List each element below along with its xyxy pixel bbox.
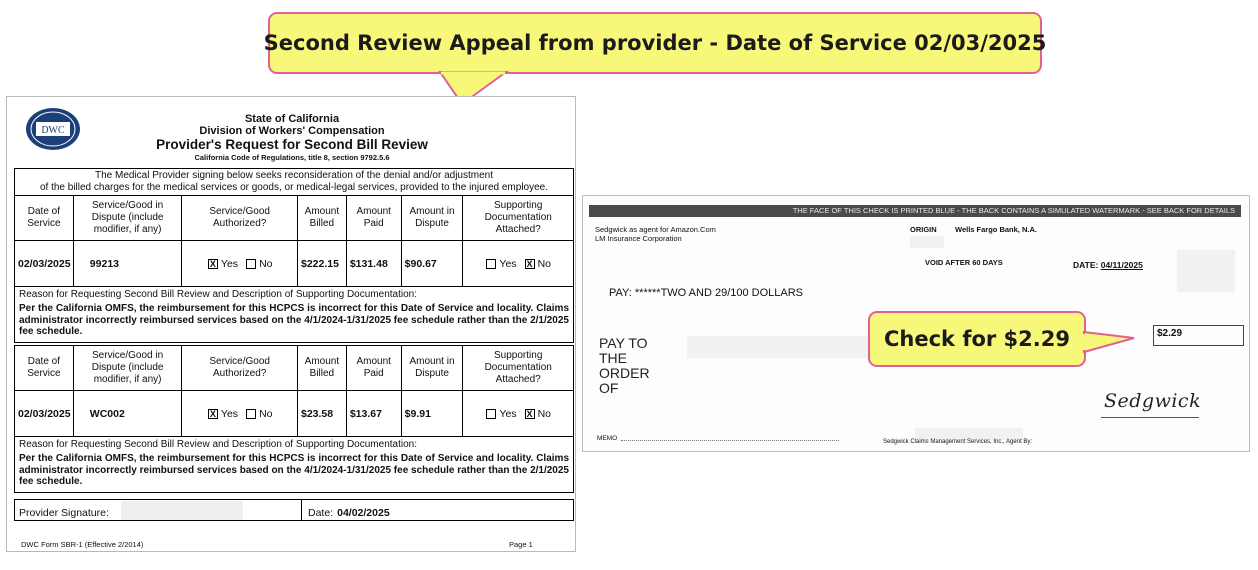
form-footer-id: DWC Form SBR-1 (Effective 2/2014) xyxy=(21,540,144,549)
amount-in-dispute-value: $9.91 xyxy=(402,391,464,436)
authorized-checkboxes: X Yes No xyxy=(182,241,298,286)
authorized-yes-checkbox[interactable]: X xyxy=(209,408,216,419)
amount-in-dispute-value: $90.67 xyxy=(402,241,464,286)
col-service-in-dispute: Service/Good in Dispute (include modifier, if any) xyxy=(74,346,183,390)
col-date-of-service: Date of Service xyxy=(15,346,74,390)
redacted-payee xyxy=(687,336,873,358)
docs-no-checkbox[interactable]: X xyxy=(526,408,533,419)
callout-tail xyxy=(1084,328,1144,358)
memo-line xyxy=(621,440,839,441)
col-service-in-dispute: Service/Good in Dispute (include modifier, if any) xyxy=(74,196,183,240)
check-amount: $2.29 xyxy=(1153,325,1244,346)
signature-row xyxy=(14,499,574,521)
date-value: 04/02/2025 xyxy=(337,507,390,519)
col-supporting-docs: Supporting Documentation Attached? xyxy=(484,200,552,235)
column-header-row xyxy=(15,196,573,241)
col-amount-in-dispute: Amount in Dispute xyxy=(402,346,464,390)
check-amount-callout xyxy=(868,311,1086,367)
col-amount-billed: Amount Billed xyxy=(298,346,347,390)
col-amount-in-dispute: Amount in Dispute xyxy=(402,196,464,240)
dispute-entry-2 xyxy=(14,345,574,493)
col-amount-paid: Amount Paid xyxy=(347,196,402,240)
column-header-row xyxy=(15,346,573,391)
form-intro xyxy=(14,168,574,195)
second-bill-review-form xyxy=(6,96,576,552)
date-of-service-value: 02/03/2025 xyxy=(15,241,74,286)
reason-label: Reason for Requesting Second Bill Review and Description of Supporting Documentation: xyxy=(19,289,418,300)
authorized-no-checkbox[interactable] xyxy=(246,259,256,269)
reason-section xyxy=(15,437,573,493)
authorized-no-checkbox[interactable] xyxy=(246,409,256,419)
page-number: Page 1 xyxy=(509,540,533,549)
date-label: Date: xyxy=(308,507,334,519)
division-heading: Division of Workers' Compensation xyxy=(199,125,385,137)
form-header xyxy=(7,113,577,164)
amount-paid-value: $131.48 xyxy=(347,241,402,286)
check-date: DATE: 04/11/2025 xyxy=(1073,260,1143,270)
payer-insurer: LM Insurance Corporation xyxy=(595,234,682,243)
payer-name: Sedgwick as agent for Amazon.Com xyxy=(595,225,716,234)
provider-signature-field[interactable] xyxy=(15,500,302,520)
docs-checkboxes: Yes X No xyxy=(463,391,573,436)
bank-name: Wells Fargo Bank, N.A. xyxy=(955,225,1037,234)
docs-yes-checkbox[interactable] xyxy=(486,409,496,419)
signature-label: Provider Signature: xyxy=(19,507,109,519)
form-title: Provider's Request for Second Bill Review xyxy=(156,137,428,152)
regulation-code: California Code of Regulations, title 8, section 9792.5.6 xyxy=(194,153,390,162)
redacted-signature xyxy=(121,501,243,520)
reason-text: Per the California OMFS, the reimbursement for this HCPCS is incorrect for this Date of Service and locality. Claims administrator incorrectly reimbursed services based on the 4/1/2024-1/31/2025 fee schedule rather than the 2/1/2025 fee schedule. xyxy=(19,453,569,487)
redacted-check-number xyxy=(1177,250,1235,292)
col-supporting-docs: Supporting Documentation Attached? xyxy=(484,350,552,385)
authorized-checkboxes: X Yes No xyxy=(182,391,298,436)
authorized-yes-checkbox[interactable]: X xyxy=(209,258,216,269)
amount-billed-value: $23.58 xyxy=(298,391,347,436)
reason-label: Reason for Requesting Second Bill Review and Description of Supporting Documentation: xyxy=(19,439,418,450)
origin-label: ORIGIN xyxy=(910,225,937,234)
agent-line: Sedgwick Claims Management Services, Inc., Agent By: xyxy=(883,439,1033,445)
col-amount-billed: Amount Billed xyxy=(298,196,347,240)
intro-line-2: of the billed charges for the medical services or goods, or medical-legal services, provided to the injured employee. xyxy=(39,182,549,193)
intro-line-1: The Medical Provider signing below seeks reconsideration of the denial and/or adjustment xyxy=(94,170,493,181)
amount-paid-value: $13.67 xyxy=(347,391,402,436)
pay-to-the-order-of: PAY TO THE ORDER OF xyxy=(599,335,650,396)
pay-amount-words: PAY: ******TWO AND 29/100 DOLLARS xyxy=(609,287,804,299)
reason-section xyxy=(15,287,573,343)
memo-label: MEMO xyxy=(597,435,618,442)
reason-text: Per the California OMFS, the reimbursement for this HCPCS is incorrect for this Date of Service and locality. Claims administrator incorrectly reimbursed services based on the 4/1/2024-1/31/2025 fee schedule rather than the 2/1/2025 fee schedule. xyxy=(19,303,569,337)
signature-date-field[interactable] xyxy=(302,500,390,520)
table-row xyxy=(15,391,573,437)
date-of-service-value: 02/03/2025 xyxy=(15,391,74,436)
col-date-of-service: Date of Service xyxy=(15,196,74,240)
state-heading: State of California xyxy=(244,113,340,125)
void-notice: VOID AFTER 60 DAYS xyxy=(925,258,1003,267)
redacted-origin xyxy=(910,236,944,248)
callout-text: Check for $2.29 xyxy=(884,327,1070,351)
signature-line xyxy=(1101,417,1199,418)
docs-checkboxes: Yes X No xyxy=(463,241,573,286)
table-row xyxy=(15,241,573,287)
dispute-entry-1 xyxy=(14,195,574,343)
callout-text: Second Review Appeal from provider - Date of Service 02/03/2025 xyxy=(263,31,1047,55)
svg-text:DWC: DWC xyxy=(41,125,65,136)
service-value: 99213 xyxy=(74,241,183,286)
service-value: WC002 xyxy=(74,391,183,436)
docs-yes-checkbox[interactable] xyxy=(486,259,496,269)
amount-billed-value: $222.15 xyxy=(298,241,347,286)
check-security-band: THE FACE OF THIS CHECK IS PRINTED BLUE - THE BACK CONTAINS A SIMULATED WATERMARK - SEE BACK FOR DETAILS xyxy=(589,205,1241,217)
authorized-signature: Sedgwick xyxy=(1104,390,1202,412)
col-authorized: Service/Good Authorized? xyxy=(182,346,298,390)
docs-no-checkbox[interactable]: X xyxy=(526,258,533,269)
col-amount-paid: Amount Paid xyxy=(347,346,402,390)
review-appeal-callout xyxy=(263,12,1047,74)
col-authorized: Service/Good Authorized? xyxy=(182,196,298,240)
